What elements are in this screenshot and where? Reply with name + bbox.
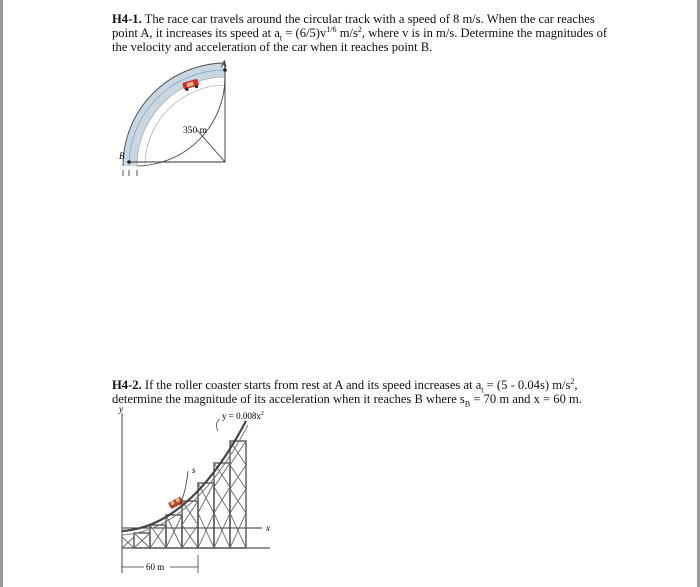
problem-h4-2-text: H4-2. If the roller coaster starts from rest at A and its speed increases at $a_t = (5 - 0.04s)$ $m/s^2$, determine the magnitude of its acceleration when it reaches B where $s_B = 70$ m and x = 60 m.	[112, 376, 582, 409]
point-b-marker	[127, 160, 131, 164]
track-inner-edge	[137, 77, 225, 166]
inner-ground	[137, 77, 225, 166]
page-edge-left	[0, 0, 3, 587]
problem-h4-1-text: H4-1. The race car travels around the circular track with a speed of 8 m/s. When the car reaches point A, it increases its speed at $a_t = (6/5)v^{1/6}$ $m/s^2$, where v is in m/s. Determine the magnitudes of the velocity and acceleration of the car when it reaches point B.	[112, 12, 608, 54]
label-a: A	[221, 59, 227, 69]
coaster-track	[122, 421, 246, 531]
dimension-label: 60 m	[146, 562, 165, 572]
x-axis-label: x	[266, 523, 270, 533]
equation-leader	[216, 419, 220, 431]
label-s: s	[192, 465, 196, 475]
problem-number: H4-2.	[112, 378, 142, 392]
problem-number: H4-1.	[112, 12, 142, 26]
coaster-track-rail	[122, 425, 248, 535]
radius-label: 350 m	[183, 126, 208, 136]
y-axis-label: y	[119, 405, 123, 414]
curve-equation: $y = 0.008x^2$	[222, 411, 264, 421]
roller-coaster-figure	[110, 405, 290, 580]
label-b: B	[119, 151, 125, 161]
circular-track-figure	[115, 58, 255, 178]
